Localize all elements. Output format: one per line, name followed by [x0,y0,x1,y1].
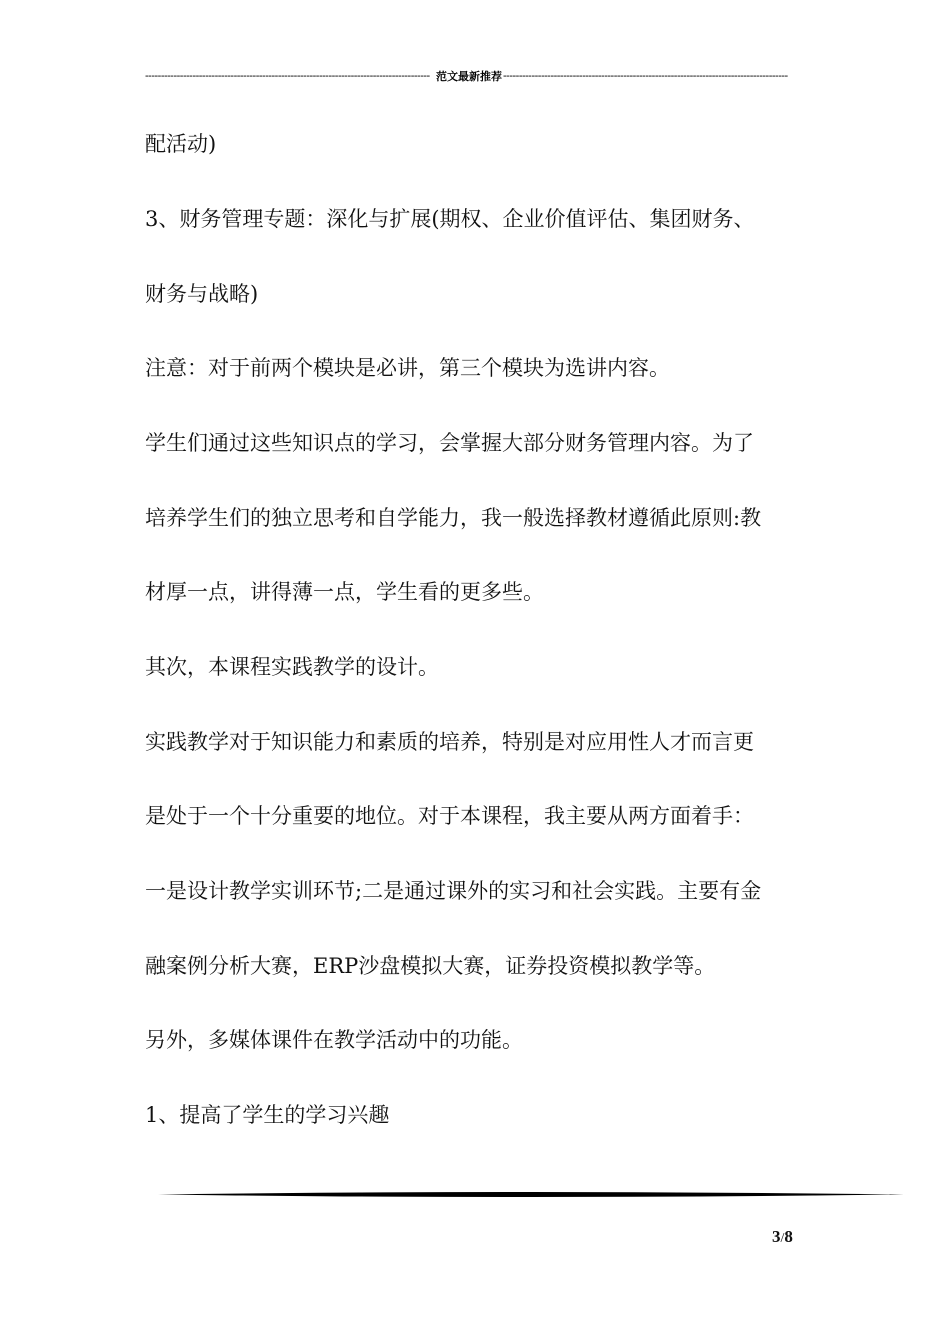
header-title: 范文最新推荐 [436,71,502,83]
body-line: 融案例分析大赛，ERP沙盘模拟大赛，证券投资模拟教学等。 [145,954,716,978]
body-line: 是处于一个十分重要的地位。对于本课程，我主要从两方面着手： [145,804,754,828]
body-line: 一是设计教学实训环节;二是通过课外的实习和社会实践。主要有金 [145,879,762,903]
body-line: 培养学生们的独立思考和自学能力，我一般选择教材遵循此原则:教 [145,506,762,530]
footer-divider [158,1191,904,1198]
body-line: 3、财务管理专题：深化与扩展(期权、企业价值评估、集团财务、 [145,207,755,231]
body-line: 另外，多媒体课件在教学活动中的功能。 [145,1028,523,1052]
body-line: 其次，本课程实践教学的设计。 [145,655,439,679]
body-line: 配活动) [145,132,217,156]
page-header [145,68,793,84]
total-pages: 8 [784,1227,793,1246]
body-line: 材厚一点，讲得薄一点，学生看的更多些。 [145,580,544,604]
body-line: 注意：对于前两个模块是必讲，第三个模块为选讲内容。 [145,356,670,380]
page-separator: / [780,1231,785,1246]
body-line: 学生们通过这些知识点的学习，会掌握大部分财务管理内容。为了 [145,431,754,455]
current-page: 3 [772,1227,781,1246]
body-line: 财务与战略) [145,282,259,306]
page-number [772,1227,793,1247]
body-line: 1、提高了学生的学习兴趣 [145,1103,390,1127]
body-line: 实践教学对于知识能力和素质的培养，特别是对应用性人才而言更 [145,730,754,754]
header-right-dashes: ------------------------------------------------------------------------------------------ [503,70,788,82]
header-left-dashes: ------------------------------------------------------------------------------------------ [145,70,430,82]
